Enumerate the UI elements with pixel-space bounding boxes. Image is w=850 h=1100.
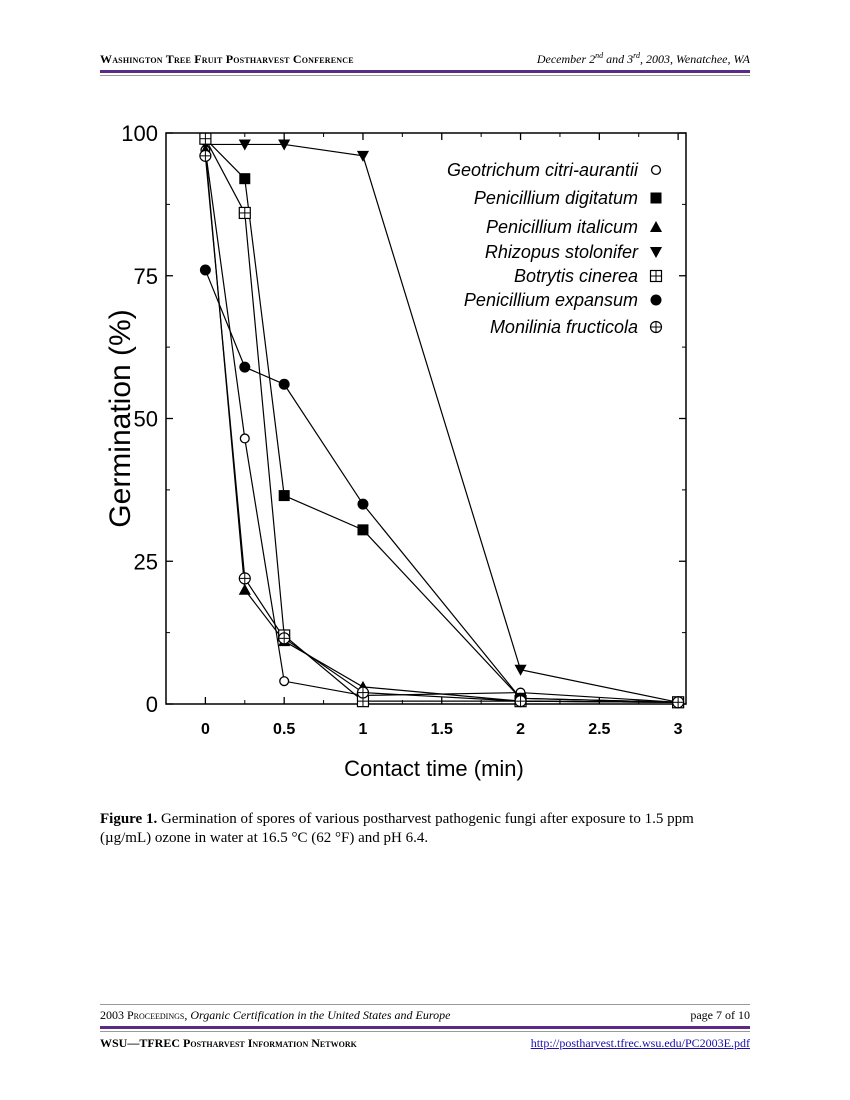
legend-marker-2 <box>651 193 662 204</box>
data-point-s6-2 <box>239 362 250 373</box>
legend-marker-7 <box>651 322 662 333</box>
proceedings-title <box>100 1008 450 1023</box>
data-point-s7-4 <box>357 687 368 698</box>
data-point-s1-2 <box>240 434 249 443</box>
y-axis-label: Germination (%) <box>104 309 137 528</box>
x-tick-label: 2.5 <box>588 721 611 738</box>
pdf-link[interactable]: http://postharvest.tfrec.wsu.edu/PC2003E.pdf <box>530 1036 750 1050</box>
legend-label-6: Penicillium expansum <box>463 290 638 310</box>
data-point-s6-4 <box>357 499 368 510</box>
proceedings-text: 2003 Proceedings, Organic Certification in the United States and Europe <box>100 1008 451 1022</box>
footer-network-row <box>100 1036 750 1052</box>
y-tick-label: 50 <box>133 406 158 432</box>
data-point-s7-1 <box>200 150 211 161</box>
data-point-s7-6 <box>673 697 684 708</box>
legend-marker-5 <box>651 271 662 282</box>
footer-rule-top <box>100 1004 750 1005</box>
figure-label: Figure 1. <box>100 811 158 827</box>
footer-rule <box>100 1026 750 1029</box>
data-point-s7-5 <box>515 696 526 707</box>
legend-label-5: Botrytis cinerea <box>513 266 638 286</box>
data-point-s1-3 <box>280 677 289 686</box>
x-tick-label: 0 <box>200 721 210 738</box>
legend-label-2: Penicillium digitatum <box>473 188 638 208</box>
x-tick-label: 0.5 <box>273 721 296 738</box>
legend-marker-4 <box>650 247 662 258</box>
data-point-s5-1 <box>200 133 211 144</box>
footer-rule-thin <box>100 1031 750 1032</box>
legend-marker-1 <box>652 166 661 175</box>
legend-marker-6 <box>651 295 662 306</box>
x-axis-label: Contact time (min) <box>344 756 524 781</box>
legend-label-3: Penicillium italicum <box>485 217 638 237</box>
x-tick-label: 1.5 <box>430 721 453 738</box>
conference-date-text: December 2nd and 3rd, 2003, Wenatchee, WA <box>536 51 750 66</box>
data-point-s6-1 <box>200 265 211 276</box>
data-point-s7-2 <box>239 573 250 584</box>
y-tick-label: 100 <box>121 121 158 146</box>
x-tick-label: 2 <box>516 721 525 738</box>
legend-label-1: Geotrichum citri-aurantii <box>446 160 638 180</box>
y-tick-label: 0 <box>145 692 158 717</box>
data-point-s5-2 <box>239 207 250 218</box>
y-tick-label: 75 <box>133 263 158 289</box>
data-point-s2-2 <box>239 173 250 184</box>
network-name: WSU—TFREC Postharvest Information Network <box>100 1036 357 1050</box>
footer-proceedings-row <box>100 1008 750 1024</box>
figure-caption <box>100 810 740 848</box>
data-point-s6-3 <box>279 379 290 390</box>
data-point-s2-3 <box>279 490 290 501</box>
page-number: page 7 of 10 <box>690 1008 750 1022</box>
conference-title: Washington Tree Fruit Postharvest Conference <box>100 52 354 66</box>
data-point-s2-4 <box>357 524 368 535</box>
x-tick-label: 3 <box>673 721 683 738</box>
x-tick-label: 1 <box>358 721 368 738</box>
y-tick-label: 25 <box>133 549 158 575</box>
legend-label-7: Monilinia fructicola <box>489 317 638 337</box>
data-point-s7-3 <box>279 633 290 644</box>
legend-label-4: Rhizopus stolonifer <box>484 242 638 262</box>
legend-marker-3 <box>650 221 662 232</box>
figure-caption-text: Germination of spores of various postharvest pathogenic fungi after exposure to 1.5 ppm (µg/mL) ozone in water at 16.5 °C (62 °F) and pH 6.4. <box>100 811 694 846</box>
data-point-s4-4 <box>357 151 369 162</box>
